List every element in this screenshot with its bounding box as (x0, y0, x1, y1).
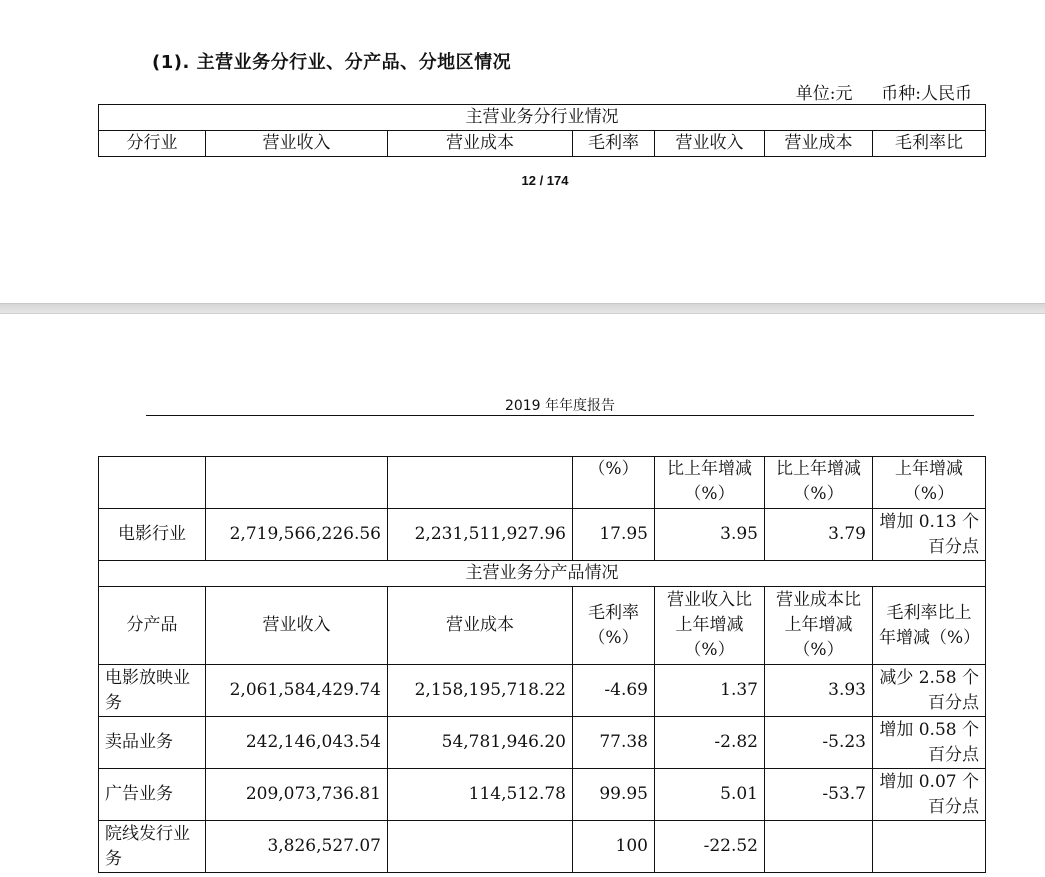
header-cell: 营业成本 (388, 131, 573, 157)
header-cont-cell (388, 457, 573, 509)
product-header-cell: 营业收入比上年增减（%） (655, 587, 765, 665)
section-heading: (1). 主营业务分行业、分产品、分地区情况 (152, 52, 512, 73)
product-header-cell: 营业收入 (206, 587, 388, 665)
margin-cell: 99.95 (573, 769, 655, 821)
currency-label: 币种:人民币 (881, 84, 972, 104)
header-cell: 营业收入 (206, 131, 388, 157)
margin-cell: 100 (573, 821, 655, 873)
table-row (99, 717, 986, 769)
cost-change-cell: -5.23 (765, 717, 873, 769)
cost-cell (388, 821, 573, 873)
unit-currency-line (720, 79, 972, 104)
product-name-cell: 院线发行业务 (99, 821, 206, 873)
header-cont-cell (206, 457, 388, 509)
header-cell: 营业成本 (765, 131, 873, 157)
header-cell: 毛利率 (573, 131, 655, 157)
margin-cell: 17.95 (573, 509, 655, 561)
cost-change-cell: -53.7 (765, 769, 873, 821)
product-header-cell: 营业成本 (388, 587, 573, 665)
table-row (99, 665, 986, 717)
header-cell: 营业收入 (655, 131, 765, 157)
industry-name-cell: 电影行业 (99, 509, 206, 561)
margin-change-cell: 增加 0.58 个百分点 (873, 717, 986, 769)
header-cont-cell: 上年增减（%） (873, 457, 986, 509)
margin-cell: 77.38 (573, 717, 655, 769)
industry-table-header (98, 104, 986, 157)
table-row (99, 509, 986, 561)
header-cont-cell: 比上年增减（%） (765, 457, 873, 509)
cost-cell: 2,158,195,718.22 (388, 665, 573, 717)
table-row (99, 769, 986, 821)
revenue-change-cell: 5.01 (655, 769, 765, 821)
header-cont-cell (99, 457, 206, 509)
revenue-cell: 242,146,043.54 (206, 717, 388, 769)
margin-change-cell: 减少 2.58 个百分点 (873, 665, 986, 717)
report-header-title: 2019 年年度报告 (504, 398, 616, 414)
product-name-cell: 广告业务 (99, 769, 206, 821)
cost-cell: 2,231,511,927.96 (388, 509, 573, 561)
product-header-cell: 营业成本比上年增减（%） (765, 587, 873, 665)
revenue-change-cell: 1.37 (655, 665, 765, 717)
cost-change-cell (765, 821, 873, 873)
product-name-cell: 卖品业务 (99, 717, 206, 769)
page-number: 12 / 174 (521, 173, 569, 188)
revenue-cell: 209,073,736.81 (206, 769, 388, 821)
report-header-rule (146, 415, 974, 416)
unit-label: 单位:元 (795, 84, 853, 104)
page-gap (0, 303, 1045, 314)
revenue-cell: 3,826,527.07 (206, 821, 388, 873)
margin-change-cell: 增加 0.07 个百分点 (873, 769, 986, 821)
cost-cell: 54,781,946.20 (388, 717, 573, 769)
margin-change-cell (873, 821, 986, 873)
revenue-change-cell: -2.82 (655, 717, 765, 769)
product-header-cell: 分产品 (99, 587, 206, 665)
header-cell: 分行业 (99, 131, 206, 157)
revenue-change-cell: 3.95 (655, 509, 765, 561)
margin-change-cell: 增加 0.13 个百分点 (873, 509, 986, 561)
header-cont-cell: （%） (573, 457, 655, 509)
product-section-title: 主营业务分产品情况 (99, 561, 986, 587)
product-header-cell: 毛利率比上年增减（%） (873, 587, 986, 665)
table-row (99, 821, 986, 873)
header-cell: 毛利率比 (873, 131, 986, 157)
margin-cell: -4.69 (573, 665, 655, 717)
revenue-change-cell: -22.52 (655, 821, 765, 873)
revenue-cell: 2,061,584,429.74 (206, 665, 388, 717)
industry-table-title: 主营业务分行业情况 (99, 105, 986, 131)
product-header-cell: 毛利率（%） (573, 587, 655, 665)
header-cont-cell: 比上年增减（%） (655, 457, 765, 509)
main-business-table (98, 456, 986, 873)
cost-change-cell: 3.79 (765, 509, 873, 561)
cost-cell: 114,512.78 (388, 769, 573, 821)
cost-change-cell: 3.93 (765, 665, 873, 717)
product-name-cell: 电影放映业务 (99, 665, 206, 717)
revenue-cell: 2,719,566,226.56 (206, 509, 388, 561)
